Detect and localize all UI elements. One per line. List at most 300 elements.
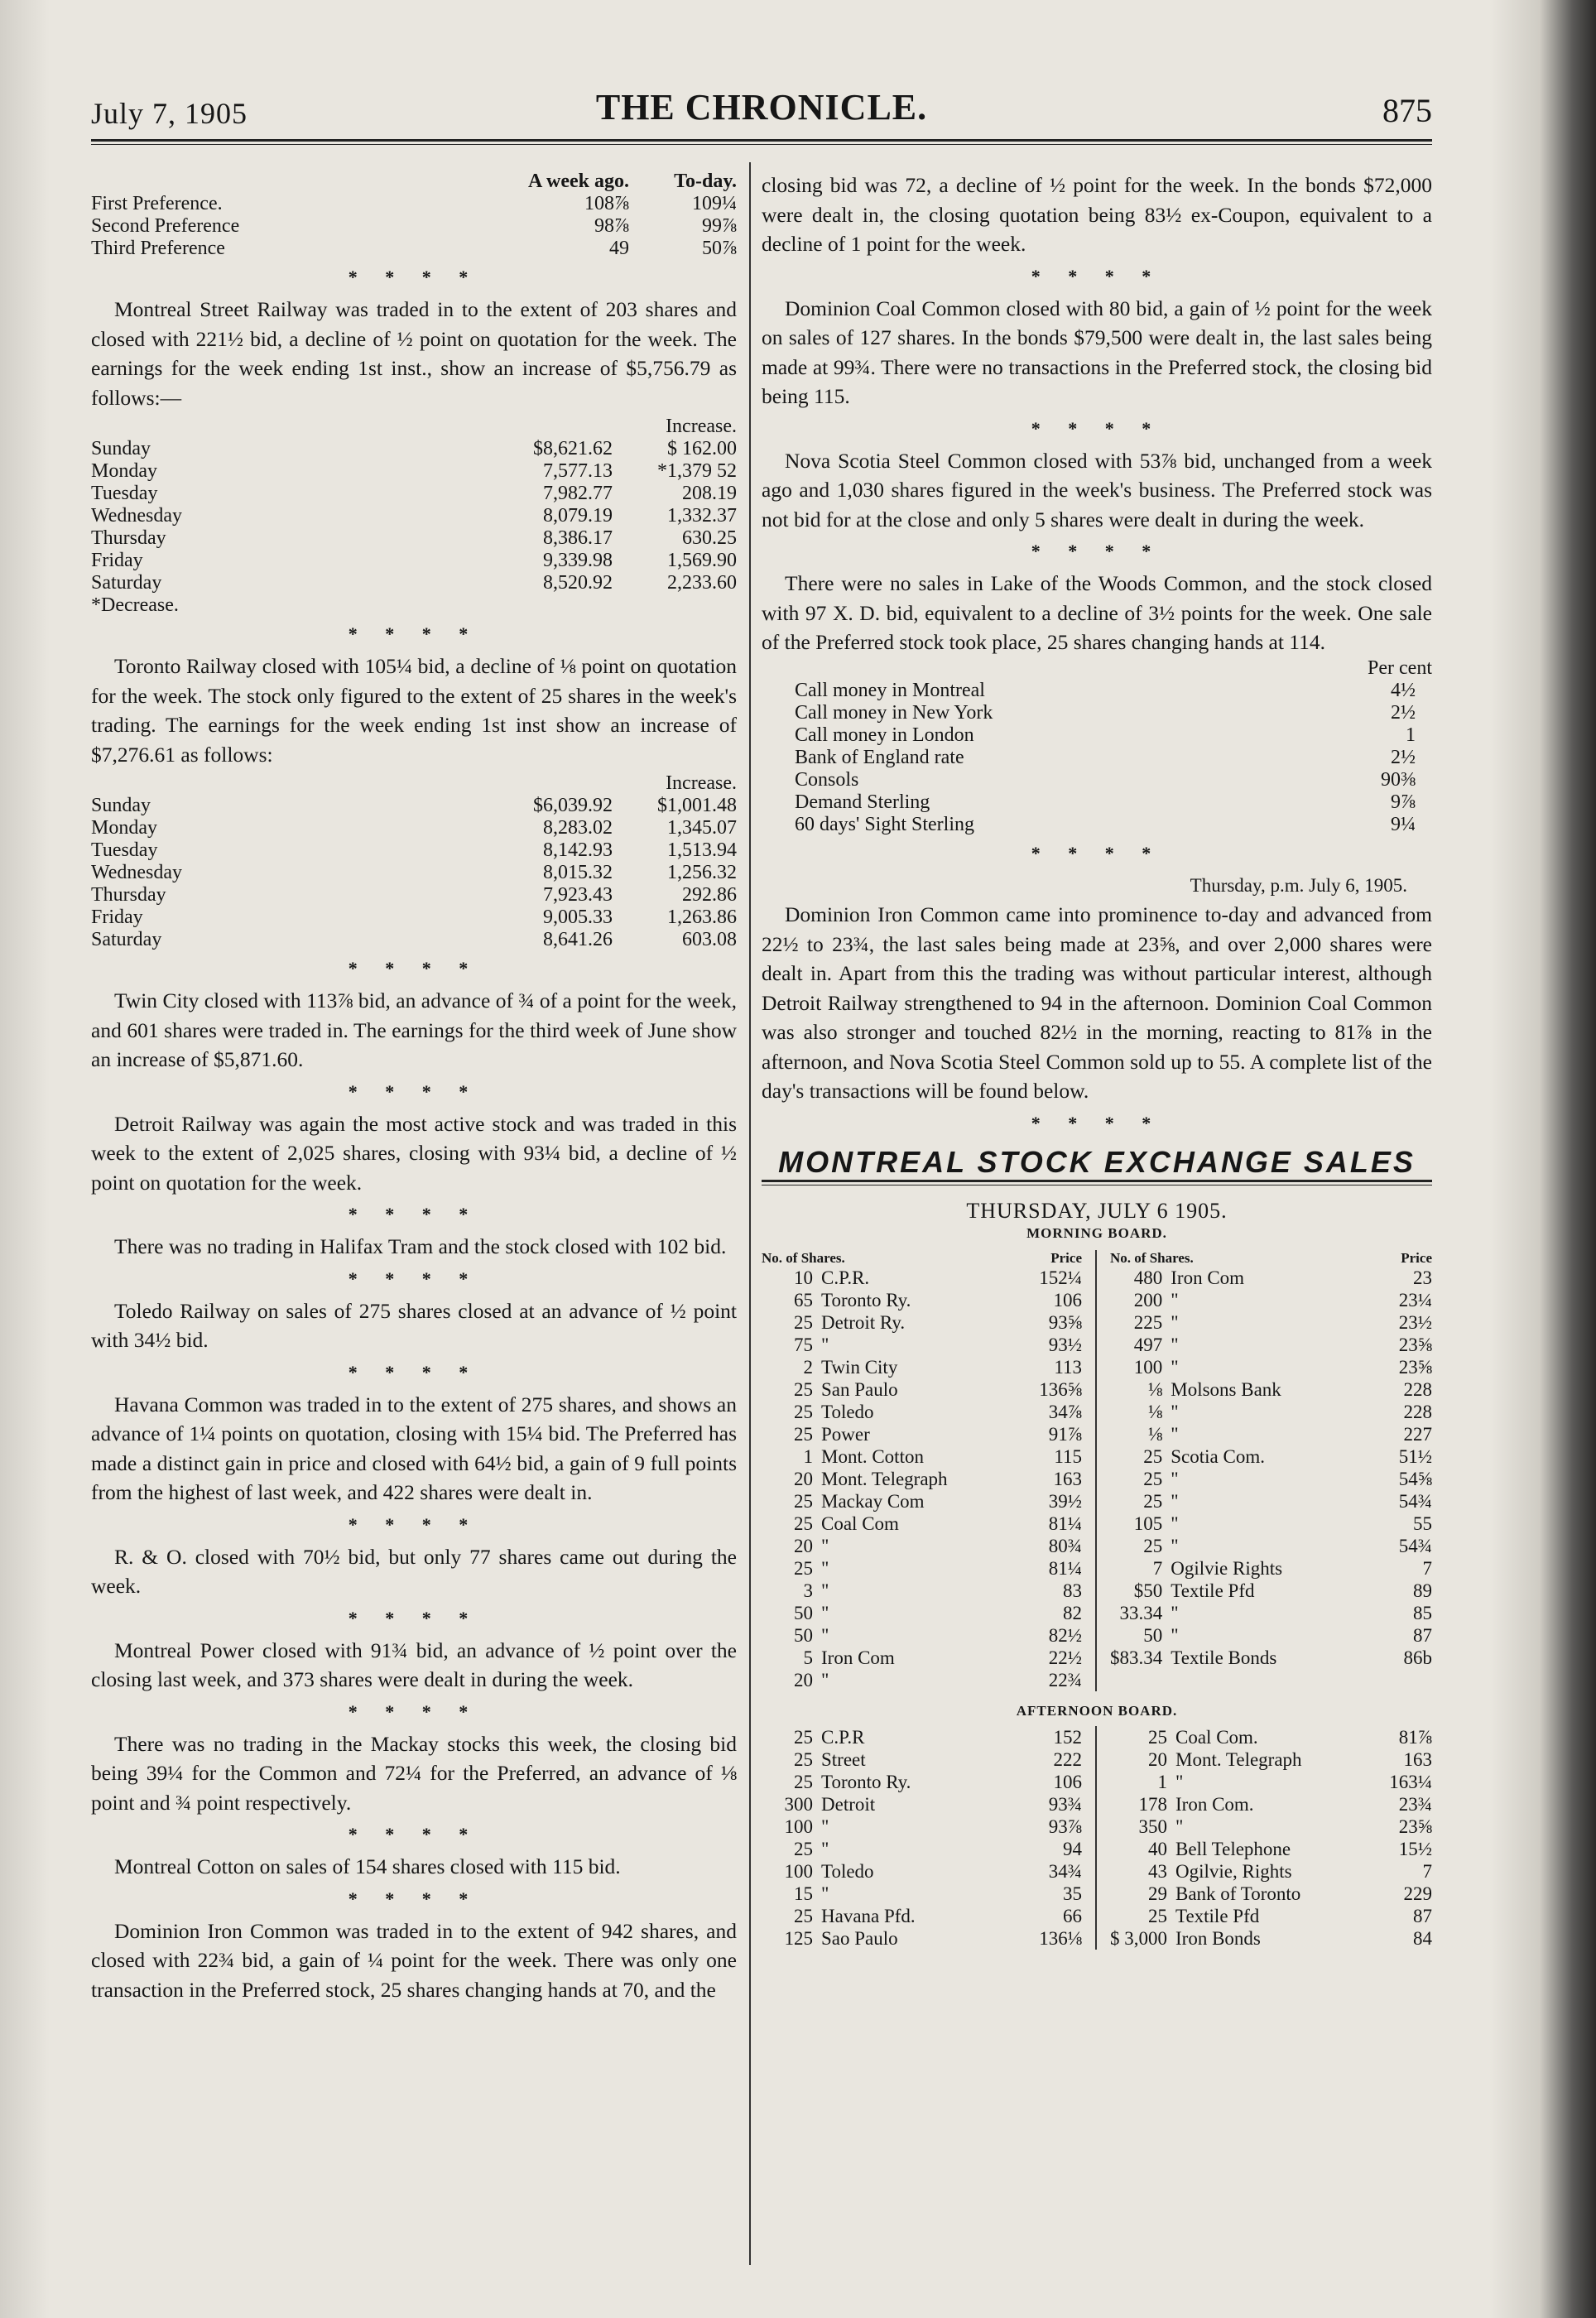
morning-board-right [1097, 1250, 1432, 1691]
shares-cell: 497 [1133, 1335, 1163, 1355]
price-cell: 23⅝ [1398, 1335, 1432, 1355]
stock-name-cell: " [821, 1335, 829, 1355]
sales-row [1110, 1535, 1432, 1557]
stock-name-cell: Scotia Com. [1171, 1446, 1265, 1467]
stock-name-cell: " [1175, 1816, 1184, 1837]
sales-row [762, 1647, 1082, 1669]
section-separator: * * * * [348, 1267, 480, 1289]
morning-board [762, 1250, 1432, 1691]
shares-cell: 1 [1157, 1772, 1167, 1792]
sales-row [762, 1512, 1082, 1535]
sales-row [762, 1771, 1082, 1793]
stock-name-cell: Toronto Ry. [821, 1290, 911, 1310]
shares-cell: 40 [1148, 1839, 1167, 1859]
price-cell: 81¼ [1048, 1513, 1082, 1534]
col-shares: No. of Shares. [1110, 1250, 1194, 1266]
col-price: Price [1050, 1250, 1082, 1266]
sales-row [1110, 1771, 1432, 1793]
price-cell: 163 [1403, 1749, 1432, 1770]
sales-row [1110, 1838, 1432, 1860]
sales-row [762, 1624, 1082, 1647]
preference-table [91, 171, 737, 260]
sales-row [762, 1468, 1082, 1490]
sales-row [1110, 1647, 1432, 1669]
stock-name-cell: " [821, 1670, 829, 1690]
price-cell: 84 [1413, 1928, 1432, 1949]
price-cell: 229 [1403, 1883, 1432, 1904]
price-cell: 35 [1063, 1883, 1082, 1904]
sales-row [762, 1557, 1082, 1580]
shares-cell: $83.34 [1110, 1647, 1163, 1668]
shares-cell: 20 [1148, 1749, 1167, 1770]
sales-row [762, 1726, 1082, 1748]
stock-name-cell: " [1171, 1424, 1179, 1445]
section-separator: * * * * [1031, 1112, 1163, 1133]
table-row: Monday 7,577.13 *1,379 52 [91, 460, 737, 482]
section-separator: * * * * [348, 267, 480, 287]
col-week-ago: A week ago. [528, 171, 629, 192]
stock-name-cell: " [821, 1883, 829, 1904]
col-per-cent: Per cent [1368, 656, 1432, 679]
shares-cell: 25 [794, 1772, 813, 1792]
sales-row [1110, 1905, 1432, 1927]
price-cell: 39½ [1048, 1491, 1082, 1512]
sales-row [762, 1445, 1082, 1468]
shares-cell: $ 3,000 [1110, 1928, 1167, 1949]
stock-name-cell: " [821, 1839, 829, 1859]
price-cell: 113 [1054, 1357, 1082, 1378]
price-cell: 23¾ [1398, 1794, 1432, 1815]
price-cell: 66 [1063, 1906, 1082, 1926]
col-shares: No. of Shares. [762, 1250, 845, 1266]
table-row: Friday 9,339.98 1,569.90 [91, 550, 737, 571]
paragraph-dominion-coal: Dominion Coal Common closed with 80 bid, a gain of ½ point for the week on sales of 127 shares. In the bonds $79,500 were dealt in, the last sales being made at 99¾. There were no transactions in the Preferred stock, the closing bid being 115. [762, 296, 1432, 408]
stock-name-cell: " [1171, 1335, 1179, 1355]
page-header [91, 86, 1432, 136]
stock-name-cell: Mont. Telegraph [1175, 1749, 1302, 1770]
paragraph-montreal-cotton: Montreal Cotton on sales of 154 shares closed with 115 bid. [114, 1854, 621, 1878]
stock-name-cell: Twin City [821, 1357, 898, 1378]
shares-cell: ⅛ [1148, 1402, 1163, 1422]
stock-name-cell: Coal Com. [1175, 1727, 1258, 1748]
right-column [762, 171, 1432, 1950]
price-cell: 93¾ [1048, 1794, 1082, 1815]
shares-cell: 25 [794, 1379, 813, 1400]
sales-row [762, 1535, 1082, 1557]
shares-cell: 125 [784, 1928, 813, 1949]
stock-name-cell: Bank of Toronto [1175, 1883, 1301, 1904]
section-separator: * * * * [348, 623, 480, 644]
stock-name-cell: Bell Telephone [1175, 1839, 1291, 1859]
shares-cell: 3 [803, 1580, 813, 1601]
money-rates-table [762, 657, 1432, 836]
stock-name-cell: Street [821, 1749, 866, 1770]
stock-name-cell: Mont. Cotton [821, 1446, 924, 1467]
price-cell: 55 [1413, 1513, 1432, 1534]
header-rule-thin [91, 144, 1432, 145]
section-separator: * * * * [348, 1888, 480, 1909]
paragraph-daily-summary: Dominion Iron Common came into prominence to-day and advanced from 22½ to 23¾, the last sales being made at 23⅝, and over 2,000 shares were dealt in. Apart from this the trading was without particular interest, although Detroit Railway strengthened to 94 in the afternoon. Dominion Coal Common was also stronger and touched 82½ in the morning, reacting to 81⅞ in the afternoon, and Nova Scotia Steel Common sold up to 55. A complete list of the day's transactions will be found below. [762, 902, 1432, 1103]
morning-board-left [762, 1250, 1097, 1691]
stock-name-cell: " [1171, 1603, 1179, 1623]
afternoon-board [762, 1726, 1432, 1950]
shares-cell: 65 [794, 1290, 813, 1310]
paragraph-havana: Havana Common was traded in to the extent of 275 shares, and shows an advance of 1¼ points on quotation, closing with 15¼ bid. The Preferred has made a distinct gain in price and closed with 64½ bid, a gain of 9 full points from the highest of last week, and 422 shares were dealt in. [91, 1392, 737, 1504]
stock-name-cell: Molsons Bank [1171, 1379, 1281, 1400]
stock-name-cell: Toledo [821, 1402, 874, 1422]
stock-name-cell: " [1171, 1402, 1179, 1422]
price-cell: 54¾ [1398, 1536, 1432, 1556]
sales-row [762, 1669, 1082, 1691]
stock-name-cell: Power [821, 1424, 870, 1445]
shares-cell: 25 [794, 1839, 813, 1859]
shares-cell: 25 [794, 1749, 813, 1770]
shares-cell: 29 [1148, 1883, 1167, 1904]
table-row: Tuesday 7,982.77 208.19 [91, 483, 737, 504]
shares-cell: 25 [794, 1727, 813, 1748]
sales-row [1110, 1726, 1432, 1748]
stock-name-cell: Iron Com [1171, 1267, 1245, 1288]
stock-name-cell: Mackay Com [821, 1491, 925, 1512]
price-cell: 23⅝ [1398, 1816, 1432, 1837]
price-cell: 81⅞ [1398, 1727, 1432, 1748]
sales-row [1110, 1557, 1432, 1580]
stock-name-cell: San Paulo [821, 1379, 898, 1400]
table-row: Second Preference 98⅞ 99⅞ [91, 215, 737, 237]
stock-name-cell: " [1171, 1513, 1179, 1534]
afternoon-board-right [1097, 1726, 1432, 1950]
shares-cell: 25 [794, 1513, 813, 1534]
shares-cell: 2 [803, 1357, 813, 1378]
sales-row [1110, 1512, 1432, 1535]
footnote: *Decrease. [91, 594, 179, 616]
price-cell: 115 [1054, 1446, 1082, 1467]
stock-name-cell: " [1171, 1625, 1179, 1646]
column-divider [749, 162, 751, 2265]
sales-row [1110, 1602, 1432, 1624]
afternoon-board-left [762, 1726, 1097, 1950]
price-cell: 22¾ [1048, 1670, 1082, 1690]
stock-name-cell: Havana Pfd. [821, 1906, 916, 1926]
sales-row [762, 1602, 1082, 1624]
stock-name-cell: " [1171, 1491, 1179, 1512]
stock-name-cell: Ogilvie Rights [1171, 1558, 1283, 1579]
stock-name-cell: " [1171, 1469, 1179, 1489]
table-row: Call money in Montreal 4½ [795, 679, 1416, 701]
price-cell: 81¼ [1048, 1558, 1082, 1579]
shares-cell: 100 [784, 1861, 813, 1882]
header-rule [91, 139, 1432, 142]
sales-row [762, 1748, 1082, 1771]
shares-cell: 25 [794, 1312, 813, 1333]
paragraph-montreal-power: Montreal Power closed with 91¾ bid, an advance of ½ point over the closing last week, and 373 shares were dealt in during the week. [91, 1638, 737, 1691]
shares-cell: 200 [1133, 1290, 1163, 1310]
paragraph-lake-of-woods: There were no sales in Lake of the Woods Common, and the stock closed with 97 X. D. bid, equivalent to a decline of 3½ points for the week. One sale of the Preferred stock took place, 25 shares changing hands at 114. [762, 571, 1432, 654]
stock-name-cell: Textile Pfd [1171, 1580, 1255, 1601]
table-row: Wednesday 8,015.32 1,256.32 [91, 862, 737, 883]
paragraph-iron-continued: closing bid was 72, a decline of ½ point for the week. In the bonds $72,000 were dealt in, the closing quotation being 83½ ex-Coupon, equivalent to a decline of 1 point for the week. [762, 173, 1432, 256]
sales-row [1110, 1356, 1432, 1378]
sales-row [762, 1401, 1082, 1423]
price-cell: 23½ [1398, 1312, 1432, 1333]
shares-cell: 25 [794, 1491, 813, 1512]
sales-row [1110, 1378, 1432, 1401]
price-cell: 51½ [1398, 1446, 1432, 1467]
section-separator: * * * * [1031, 541, 1163, 561]
sales-row [762, 1580, 1082, 1602]
price-cell: 106 [1053, 1290, 1082, 1310]
paragraph-toledo: Toledo Railway on sales of 275 shares closed at an advance of ½ point with 34½ bid. [91, 1298, 737, 1352]
stock-name-cell: Iron Com [821, 1647, 895, 1668]
shares-cell: 480 [1133, 1267, 1163, 1288]
shares-cell: 225 [1133, 1312, 1163, 1333]
sales-row [762, 1490, 1082, 1512]
sales-row [1110, 1423, 1432, 1445]
sales-row [762, 1378, 1082, 1401]
stock-name-cell: Iron Com. [1175, 1794, 1254, 1815]
morning-left-table [762, 1267, 1082, 1691]
shares-cell: 50 [794, 1603, 813, 1623]
price-cell: 228 [1403, 1402, 1432, 1422]
morning-board-label: MORNING BOARD. [1026, 1225, 1167, 1241]
sales-row [762, 1838, 1082, 1860]
price-cell: 7 [1422, 1861, 1432, 1882]
shares-cell: 25 [794, 1558, 813, 1579]
section-separator: * * * * [348, 1607, 480, 1628]
earnings-table-toronto [91, 772, 737, 951]
shares-cell: 33.34 [1119, 1603, 1163, 1623]
stock-name-cell: Toronto Ry. [821, 1772, 911, 1792]
table-row: Demand Sterling 9⅞ [795, 791, 1416, 813]
table-row: Tuesday 8,142.93 1,513.94 [91, 839, 737, 861]
stock-name-cell: " [821, 1816, 829, 1837]
page-number: 875 [1382, 92, 1432, 129]
col-increase: Increase. [666, 416, 737, 437]
table-row: First Preference. 108⅞ 109¼ [91, 193, 737, 214]
stock-name-cell: C.P.R [821, 1727, 865, 1748]
afternoon-board-label: AFTERNOON BOARD. [1016, 1703, 1178, 1719]
sales-row [762, 1267, 1082, 1289]
price-cell: 54¾ [1398, 1491, 1432, 1512]
sales-row [762, 1793, 1082, 1815]
shares-cell: 178 [1138, 1794, 1167, 1815]
shares-cell: 43 [1148, 1861, 1167, 1882]
sales-row [762, 1423, 1082, 1445]
stock-name-cell: Iron Bonds [1175, 1928, 1261, 1949]
paragraph-mackay: There was no trading in the Mackay stocks this week, the closing bid being 39¼ for the Common and 72¼ for the Preferred, an advance of ⅛ point and ¾ point respectively. [91, 1731, 737, 1815]
stock-name-cell: Textile Bonds [1171, 1647, 1277, 1668]
table-row: Saturday 8,641.26 603.08 [91, 929, 737, 950]
shares-cell: 300 [784, 1794, 813, 1815]
price-cell: 87 [1413, 1906, 1432, 1926]
afternoon-right-table [1110, 1726, 1432, 1950]
shares-cell: 100 [1133, 1357, 1163, 1378]
section-separator: * * * * [348, 1204, 480, 1224]
sales-row [762, 1883, 1082, 1905]
table-row: Thursday 7,923.43 292.86 [91, 884, 737, 906]
shares-cell: 7 [1152, 1558, 1163, 1579]
shares-cell: 25 [1148, 1906, 1167, 1926]
section-separator: * * * * [348, 1080, 480, 1102]
price-cell: 34¾ [1048, 1861, 1082, 1882]
stock-name-cell: C.P.R. [821, 1267, 870, 1288]
sales-row [1110, 1927, 1432, 1950]
price-cell: 227 [1403, 1424, 1432, 1445]
sales-row [762, 1815, 1082, 1838]
stock-name-cell: Sao Paulo [821, 1928, 898, 1949]
paragraph-detroit: Detroit Railway was again the most active stock and was traded in this week to the extent of 2,025 shares, closing with 93¼ bid, a decline of ½ point on quotation for the week. [91, 1111, 737, 1195]
sales-row [762, 1860, 1082, 1883]
price-cell: 87 [1413, 1625, 1432, 1646]
table-row: Wednesday 8,079.19 1,332.37 [91, 505, 737, 527]
shares-cell: 105 [1133, 1513, 1163, 1534]
sales-row [762, 1311, 1082, 1334]
price-cell: 82½ [1048, 1625, 1082, 1646]
shares-cell: 25 [1143, 1536, 1163, 1556]
paragraph-toronto-railway: Toronto Railway closed with 105¼ bid, a decline of ⅛ point on quotation for the week. The stock only figured to the extent of 25 shares in the week's trading. The earnings for the week ending 1st inst show an increase of $7,276.61 as follows: [91, 654, 737, 767]
shares-cell: 75 [794, 1335, 813, 1355]
table-row: Monday 8,283.02 1,345.07 [91, 817, 737, 839]
table-row: Sunday $6,039.92 $1,001.48 [91, 795, 737, 816]
stock-name-cell: Textile Pfd [1175, 1906, 1260, 1926]
stock-name-cell: " [1175, 1772, 1184, 1792]
col-price: Price [1401, 1250, 1432, 1266]
table-row: Saturday 8,520.92 2,233.60 [91, 572, 737, 594]
shares-cell: 25 [1143, 1469, 1163, 1489]
table-row: Call money in London 1 [795, 724, 1416, 746]
price-cell: 89 [1413, 1580, 1432, 1601]
table-row: Sunday $8,621.62 $ 162.00 [91, 438, 737, 459]
stock-name-cell: " [1171, 1312, 1179, 1333]
paragraph-montreal-street: Montreal Street Railway was traded in to the extent of 203 shares and closed with 221½ bid, a decline of ½ point on quotation for the week. The earnings for the week ending 1st inst., show an increase of $5,756.79 as follows:— [91, 297, 737, 410]
section-separator: * * * * [348, 1361, 480, 1383]
sales-title-rule [762, 1180, 1432, 1185]
price-cell: 136⅛ [1039, 1928, 1082, 1949]
sales-row [1110, 1793, 1432, 1815]
sales-row [1110, 1289, 1432, 1311]
price-cell: 91⅞ [1048, 1424, 1082, 1445]
shares-cell: 25 [794, 1906, 813, 1926]
shares-cell: 350 [1138, 1816, 1167, 1837]
paragraph-dominion-iron: Dominion Iron Common was traded in to the extent of 942 shares, and closed with 22¾ bid, a gain of ¼ point for the week. There was only one transaction in the Preferred stock, 25 shares changing hands at 70, and the [91, 1918, 737, 2002]
section-separator: * * * * [348, 1700, 480, 1722]
price-cell: 23 [1413, 1267, 1432, 1288]
sales-row [762, 1927, 1082, 1950]
paragraph-r-and-o: R. & O. closed with 70½ bid, but only 77 shares came out during the week. [91, 1544, 737, 1598]
price-cell: 106 [1053, 1772, 1082, 1792]
price-cell: 54⅝ [1398, 1469, 1432, 1489]
sales-row [1110, 1624, 1432, 1647]
price-cell: 82 [1063, 1603, 1082, 1623]
shares-cell: 20 [794, 1469, 813, 1489]
page-title: THE CHRONICLE. [595, 87, 928, 127]
price-cell: 15½ [1398, 1839, 1432, 1859]
stock-name-cell: " [1171, 1290, 1179, 1310]
price-cell: 23⅝ [1398, 1357, 1432, 1378]
morning-right-table [1110, 1267, 1432, 1669]
price-cell: 163¼ [1389, 1772, 1432, 1792]
shares-cell: 10 [794, 1267, 813, 1288]
stock-name-cell: Mont. Telegraph [821, 1469, 948, 1489]
shares-cell: 25 [1143, 1491, 1163, 1512]
stock-name-cell: Toledo [821, 1861, 874, 1882]
section-separator: * * * * [348, 1513, 480, 1535]
shares-cell: 50 [1143, 1625, 1163, 1646]
shares-cell: 50 [794, 1625, 813, 1646]
sales-row [1110, 1490, 1432, 1512]
price-cell: 222 [1053, 1749, 1082, 1770]
price-cell: 22½ [1048, 1647, 1082, 1668]
sales-row [1110, 1815, 1432, 1838]
shares-cell: $50 [1133, 1580, 1163, 1601]
table-row: Consols 90⅜ [795, 768, 1416, 791]
price-cell: 93⅝ [1048, 1312, 1082, 1333]
price-cell: 93½ [1048, 1335, 1082, 1355]
shares-cell: 100 [784, 1816, 813, 1837]
price-cell: 93⅞ [1048, 1816, 1082, 1837]
shares-cell: 25 [794, 1424, 813, 1445]
shares-cell: 15 [794, 1883, 813, 1904]
price-cell: 85 [1413, 1603, 1432, 1623]
sales-row [762, 1905, 1082, 1927]
stock-name-cell: " [821, 1580, 829, 1601]
shares-cell: 25 [1148, 1727, 1167, 1748]
sales-row [1110, 1334, 1432, 1356]
section-separator: * * * * [1031, 842, 1163, 863]
sales-row [762, 1356, 1082, 1378]
stock-name-cell: " [1171, 1357, 1179, 1378]
price-cell: 23¼ [1398, 1290, 1432, 1310]
earnings-table-street [91, 416, 737, 617]
sales-row [1110, 1748, 1432, 1771]
afternoon-left-table [762, 1726, 1082, 1950]
price-cell: 80¾ [1048, 1536, 1082, 1556]
table-row: Bank of England rate 2½ [795, 746, 1416, 768]
shares-cell: 5 [803, 1647, 813, 1668]
table-row: Call money in New York 2½ [795, 701, 1416, 724]
sales-row [1110, 1468, 1432, 1490]
stock-name-cell: Ogilvie, Rights [1175, 1861, 1292, 1882]
stock-name-cell: " [1171, 1536, 1179, 1556]
shares-cell: 25 [794, 1402, 813, 1422]
stock-name-cell: " [821, 1603, 829, 1623]
table-row: Friday 9,005.33 1,263.86 [91, 907, 737, 928]
paragraph-halifax: There was no trading in Halifax Tram and the stock closed with 102 bid. [114, 1234, 727, 1258]
table-row: Thursday 8,386.17 630.25 [91, 527, 737, 549]
col-increase: Increase. [666, 772, 737, 794]
stock-name-cell: " [821, 1625, 829, 1646]
header-date: July 7, 1905 [91, 97, 248, 130]
paragraph-twin-city: Twin City closed with 113⅞ bid, an advance of ¾ of a point for the week, and 601 shares were traded in. The earnings for the third week of June show an increase of $5,871.60. [91, 988, 737, 1071]
paragraph-nova-scotia-steel: Nova Scotia Steel Common closed with 53⅞ bid, unchanged from a week ago and 1,030 shares figured in the week's business. The Preferred stock was not bid for at the close and only 5 shares were dealt in during the week. [762, 448, 1432, 531]
sales-row [1110, 1311, 1432, 1334]
price-cell: 7 [1422, 1558, 1432, 1579]
shares-cell: ⅛ [1148, 1379, 1163, 1400]
sales-row [1110, 1860, 1432, 1883]
shares-cell: 20 [794, 1536, 813, 1556]
shares-cell: 1 [803, 1446, 813, 1467]
table-row: Third Preference 49 50⅞ [91, 238, 737, 259]
price-cell: 228 [1403, 1379, 1432, 1400]
price-cell: 163 [1053, 1469, 1082, 1489]
col-today: To-day. [674, 171, 737, 192]
left-column [91, 171, 737, 2004]
section-separator: * * * * [1031, 265, 1163, 286]
stock-name-cell: Detroit [821, 1794, 876, 1815]
price-cell: 34⅞ [1048, 1402, 1082, 1422]
sales-row [762, 1334, 1082, 1356]
sales-date: THURSDAY, JULY 6 1905. [966, 1199, 1228, 1223]
